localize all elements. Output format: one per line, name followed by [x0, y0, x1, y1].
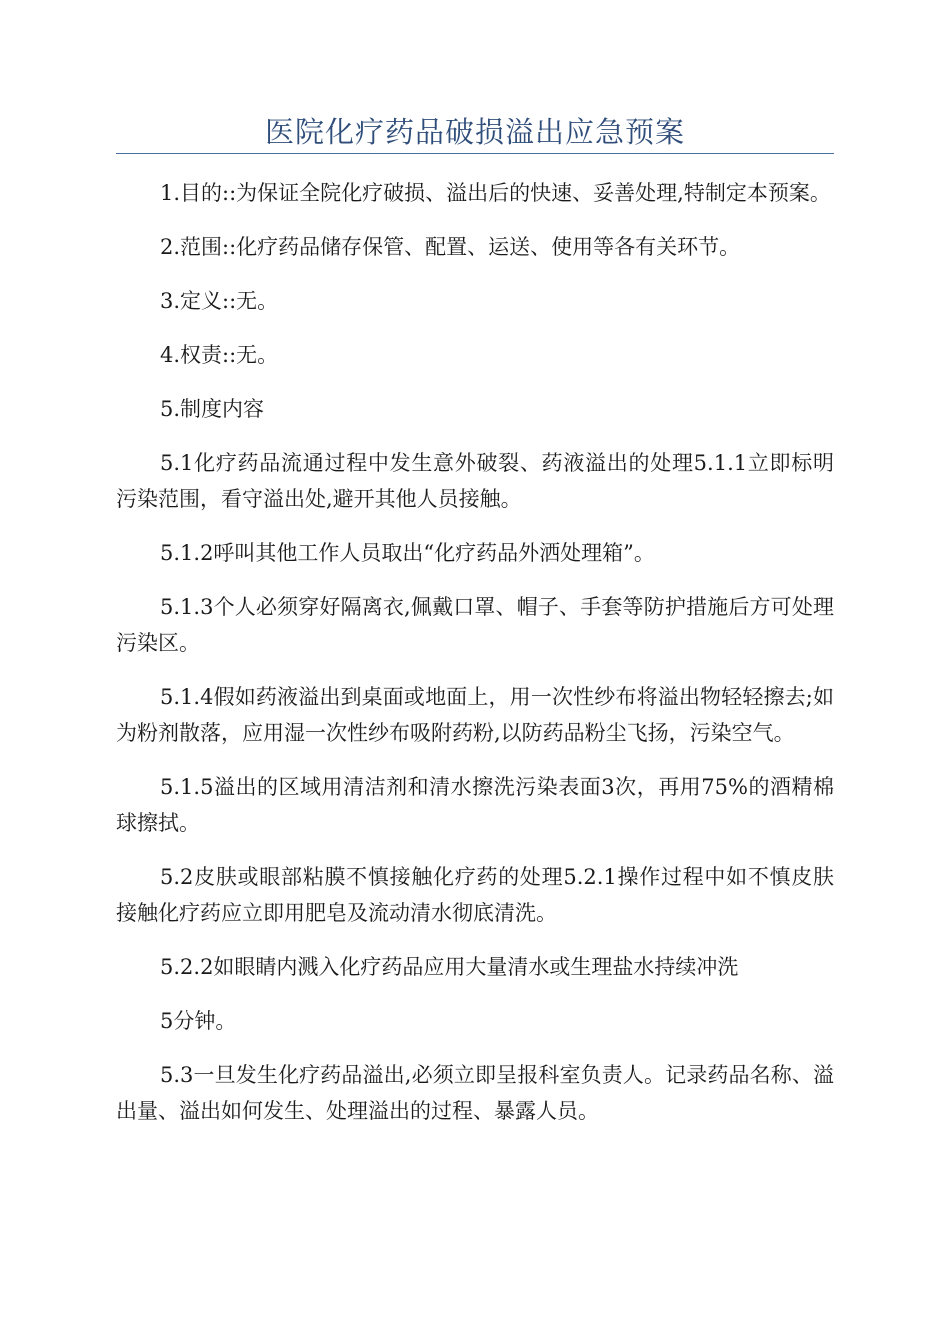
paragraph-5-1: 5.1化疗药品流通过程中发生意外破裂、药液溢出的处理5.1.1立即标明污染范围，看守溢出处,避开其他人员接触。 — [116, 451, 834, 511]
paragraph-5-1-4: 5.1.4假如药液溢出到桌面或地面上，用一次性纱布将溢出物轻轻擦去;如为粉剂散落，应用湿一次性纱布吸附药粉,以防药品粉尘飞扬，污染空气。 — [116, 685, 834, 745]
title-underline — [116, 153, 834, 154]
paragraph-5-1-5: 5.1.5溢出的区域用清洁剂和清水擦洗污染表面3次，再用75%的酒精棉球擦拭。 — [116, 775, 834, 835]
paragraph-definition: 3.定义::无。 — [160, 289, 279, 313]
paragraph-5-2-2-continued: 5分钟。 — [160, 1009, 237, 1033]
paragraph-purpose: 1.目的::为保证全院化疗破损、溢出后的快速、妥善处理,特制定本预案。 — [160, 181, 831, 205]
paragraph-5-1-2: 5.1.2呼叫其他工作人员取出“化疗药品外洒处理箱”。 — [160, 541, 655, 565]
paragraph-5-2-2: 5.2.2如眼睛内溅入化疗药品应用大量清水或生理盐水持续冲洗 — [160, 955, 739, 979]
paragraph-5-1-3: 5.1.3个人必须穿好隔离衣,佩戴口罩、帽子、手套等防护措施后方可处理污染区。 — [116, 595, 834, 655]
paragraph-policy-heading: 5.制度内容 — [160, 397, 265, 421]
paragraph-responsibility: 4.权责::无。 — [160, 343, 279, 367]
paragraph-scope: 2.范围::化疗药品储存保管、配置、运送、使用等各有关环节。 — [160, 235, 741, 259]
paragraph-5-2: 5.2皮肤或眼部粘膜不慎接触化疗药的处理5.2.1操作过程中如不慎皮肤接触化疗药应立即用肥皂及流动清水彻底清洗。 — [116, 865, 834, 925]
paragraph-5-3: 5.3一旦发生化疗药品溢出,必须立即呈报科室负责人。记录药品名称、溢出量、溢出如何发生、处理溢出的过程、暴露人员。 — [116, 1063, 834, 1123]
document-body — [116, 175, 834, 1147]
document-title: 医院化疗药品破损溢出应急预案 — [264, 115, 685, 149]
